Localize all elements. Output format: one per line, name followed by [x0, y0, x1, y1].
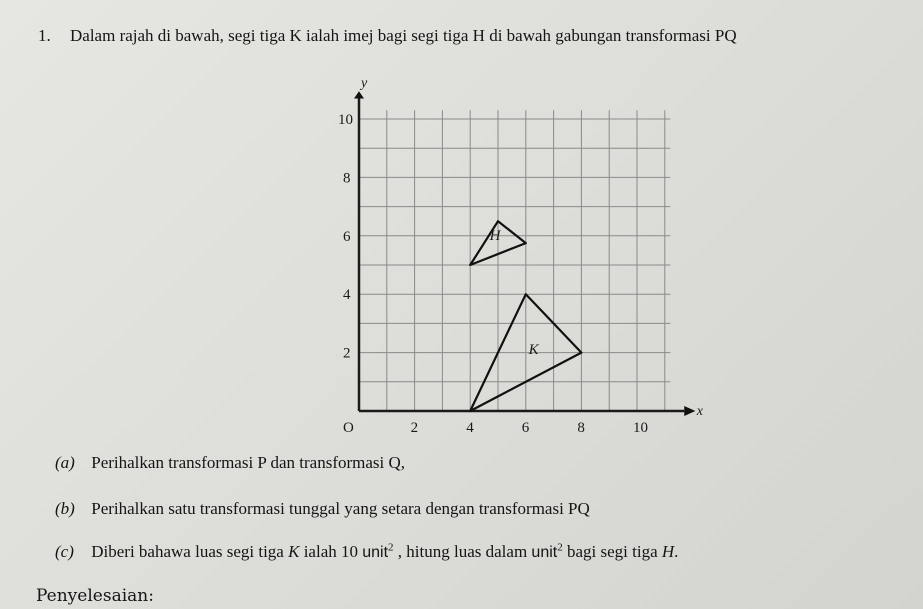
part-c-triangle-k: K — [288, 542, 300, 561]
triangle-h-label: H — [489, 228, 501, 245]
solution-label: Penyelesaian: — [36, 586, 154, 606]
part-c-unit: unit — [362, 544, 389, 561]
x-tick-label: 6 — [521, 420, 530, 436]
transformation-graph — [310, 75, 703, 438]
part-a-letter: (a) — [55, 453, 75, 472]
part-c-text-2: ialah 10 — [299, 542, 363, 561]
part-c-superscript-2: 2 — [557, 541, 563, 554]
x-tick-label: 10 — [633, 420, 648, 436]
part-c — [55, 542, 678, 563]
y-axis-label: y — [361, 75, 368, 91]
part-c-text-4: bagi segi tiga — [562, 542, 662, 561]
part-c-text-5: . — [674, 542, 679, 561]
y-tick-label: 8 — [343, 170, 351, 187]
y-tick-label: 2 — [343, 345, 351, 362]
coordinate-grid-svg — [310, 75, 703, 438]
part-c-triangle-h: H — [661, 542, 675, 561]
part-c-text-3: , hitung luas dalam — [393, 542, 532, 561]
x-tick-label: 8 — [577, 420, 585, 436]
x-tick-label: 2 — [410, 420, 419, 436]
x-axis-label: x — [696, 404, 703, 419]
grid-lines — [359, 110, 670, 411]
y-tick-label: 10 — [338, 112, 353, 128]
y-axis-arrowhead — [354, 91, 364, 98]
x-axis-arrowhead — [684, 406, 695, 416]
triangle-k-label: K — [528, 342, 539, 359]
part-c-superscript: 2 — [388, 541, 394, 554]
origin-label: O — [343, 420, 354, 436]
y-tick-label: 6 — [343, 228, 351, 245]
part-a-text: Perihalkan transformasi P dan transformasi Q, — [91, 453, 406, 472]
part-a — [55, 453, 405, 473]
part-b — [55, 499, 590, 519]
x-tick-label: 4 — [466, 420, 474, 436]
part-c-unit-2: unit — [531, 544, 558, 561]
y-tick-label: 4 — [343, 287, 351, 304]
axes — [354, 91, 695, 416]
part-c-letter: (c) — [55, 542, 74, 561]
part-b-text: Perihalkan satu transformasi tunggal yang setara dengan transformasi PQ — [91, 499, 590, 518]
question-number: 1. — [38, 26, 51, 45]
question-text: Dalam rajah di bawah, segi tiga K ialah imej bagi segi tiga H di bawah gabungan transformasi PQ — [70, 26, 737, 45]
part-c-text-1: Diberi bahawa luas segi tiga — [91, 542, 289, 561]
part-b-letter: (b) — [55, 499, 75, 518]
